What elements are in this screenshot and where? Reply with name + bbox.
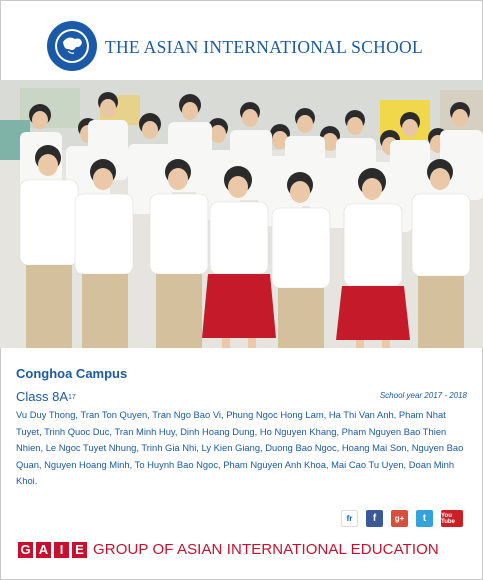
social-links bbox=[341, 510, 463, 527]
class-name bbox=[16, 389, 76, 404]
fr-icon[interactable]: fr bbox=[341, 510, 358, 527]
class-photo bbox=[0, 80, 483, 348]
class-label: Class 8A bbox=[16, 389, 69, 404]
header bbox=[0, 0, 483, 80]
class-superscript: 17 bbox=[68, 394, 76, 401]
school-logo-icon bbox=[46, 20, 98, 72]
facebook-icon[interactable]: f bbox=[366, 510, 383, 527]
footer-gaie bbox=[18, 541, 439, 558]
school-title: THE ASIAN INTERNATIONAL SCHOOL bbox=[105, 37, 423, 57]
group-text: GROUP OF ASIAN INTERNATIONAL EDUCATION bbox=[93, 541, 439, 558]
student-names: Vu Duy Thong, Tran Ton Quyen, Tran Ngo Bao Vi, Phung Ngoc Hong Lam, Ha Thi Van Anh, Pham Nhat Tuyet, Trinh Quoc Duc, Tran Minh Huy, Dinh Hoang Dung, Ho Nguyen Khang, Pham Nguyen Bao Thien Nhien, Le Ngoc Tuyet Nhung, Trinh Gia Nhi, Ly Kien Giang, Duong Bao Ngoc, Hoang Mai Son, Nguyen Bao Quan, Nguyen Hoang Minh, To Huynh Bao Ngoc, Pham Nguyen Anh Khoa, Mai Cao Tu Uyen, Doan Minh Khoi. bbox=[16, 409, 464, 486]
twitter-icon[interactable]: t bbox=[416, 510, 433, 527]
gaie-letter-a: A bbox=[36, 542, 51, 558]
googleplus-icon[interactable]: g+ bbox=[391, 510, 408, 527]
youtube-icon[interactable]: You Tube bbox=[441, 510, 463, 527]
gaie-letter-e: E bbox=[72, 542, 87, 558]
campus-name: Conghoa Campus bbox=[16, 366, 128, 381]
school-year: School year 2017 - 2018 bbox=[379, 391, 467, 400]
gaie-letter-i: I bbox=[54, 542, 69, 558]
gaie-letter-g: G bbox=[18, 542, 33, 558]
